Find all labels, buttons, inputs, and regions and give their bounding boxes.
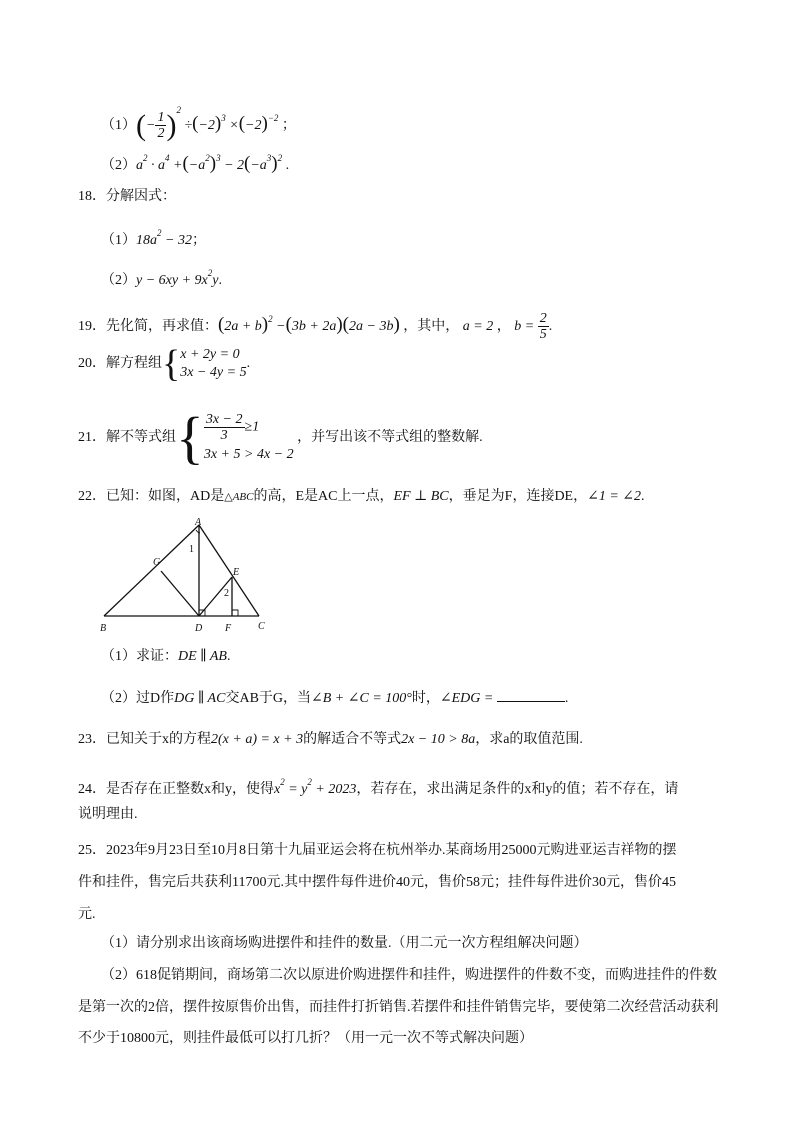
q21 xyxy=(78,404,483,470)
q25-line3: 元. xyxy=(78,907,96,922)
q20-eq2: 3x − 4y = 5 xyxy=(180,364,247,380)
q22-part2-b: 交AB于G，当 xyxy=(225,691,312,706)
q19-b-lhs: b = xyxy=(514,319,535,334)
q25-part2-line3: 不少于10800元，则挂件最低可以打几折？（用一元一次不等式解决问题） xyxy=(78,1031,533,1046)
q22-part2 xyxy=(101,688,568,709)
q21-prefix: 21．解不等式组 xyxy=(78,430,176,445)
q21-system xyxy=(204,412,294,464)
q25-line1: 25．2023年9月23日至10月8日第十九届亚运会将在杭州举办.某商场用25000元购进亚运吉祥物的摆 xyxy=(78,843,677,858)
q22-text2: 的高，E是AC上一点， xyxy=(253,489,394,504)
q22-end: . xyxy=(641,489,645,504)
q17-frac-num: 1 xyxy=(157,110,165,126)
q19-b-num: 2 xyxy=(539,311,547,327)
q17-part1 xyxy=(101,92,296,144)
q20-brace: { xyxy=(162,342,181,385)
q22-part2-cond: ∠B + ∠C = 100° xyxy=(311,691,412,706)
q22-answer-blank xyxy=(497,688,565,702)
q22-stem xyxy=(78,487,645,507)
q25-part1: （1）请分别求出该商场购进摆件和挂件的数量.（用二元一次方程组解决问题） xyxy=(101,936,588,951)
q22-part2-ask: ∠EDG = xyxy=(439,691,494,706)
q21-ineq1-rhs: ≥1 xyxy=(244,419,260,435)
q17-part2 xyxy=(101,148,289,176)
q23-text3: ，求a的取值范围. xyxy=(475,732,583,747)
q19 xyxy=(78,302,552,344)
q22-triangle: △ABC xyxy=(224,491,254,503)
q22-angles: ∠1 = ∠2 xyxy=(587,489,642,504)
q21-ineq2: 3x + 5 > 4x − 2 xyxy=(203,446,294,462)
q23-inequality: 2x − 10 > 8a xyxy=(401,732,476,747)
q17-part1-expr: (− $\frac{1}{2}$ )$^2 \div(-2)^3 \times(-2)^{-2}$ xyxy=(136,105,279,142)
q21-ineq1-den: 3 xyxy=(220,427,228,443)
label-f: F xyxy=(225,623,232,634)
label-1: 1 xyxy=(189,544,194,555)
q17-part2-end: . xyxy=(285,158,290,173)
q18-part1-expr: $18a^2 - 32$ xyxy=(136,228,192,248)
q18-part2-end: . xyxy=(218,273,222,288)
q18-part1 xyxy=(101,223,206,251)
q19-end: . xyxy=(548,319,553,334)
q24-equation: $x^2 = y^2 + 2023$ xyxy=(274,777,357,797)
label-a: A xyxy=(195,517,202,528)
q19-a-value: a = 2 xyxy=(462,319,494,334)
label-d: D xyxy=(195,623,203,634)
q23 xyxy=(78,730,583,750)
q23-equation: 2(x + a) = x + 3 xyxy=(211,732,304,747)
q17-frac-den: 2 xyxy=(157,126,165,142)
q25-part2-line1: （2）618促销期间，商场第二次以原进价购进摆件和挂件，购进摆件的件数不变，而购进挂件的件数 xyxy=(101,968,717,983)
q22-part1-end: . xyxy=(226,649,231,664)
q22-text1: 22．已知：如图，AD是 xyxy=(78,489,225,504)
q18-part2-expr: $y - 6xy + 9x^2y$ xyxy=(136,268,219,288)
q24-text2: ，若存在，求出满足条件的x和y的值；若不存在，请 xyxy=(356,782,679,797)
q21-brace: { xyxy=(176,404,204,470)
side-ab xyxy=(104,525,199,616)
q20 xyxy=(78,344,250,384)
q22-part1-expr: DE ∥ AB xyxy=(178,649,227,664)
q22-perp: EF ⊥ BC xyxy=(393,489,449,504)
q17-part1-end: ； xyxy=(281,118,296,133)
q22-part2-a: （2）过D作 xyxy=(101,691,175,706)
q22-text3: ，垂足为F，连接DE， xyxy=(448,489,588,504)
q20-prefix: 20．解方程组 xyxy=(78,356,162,371)
q17-part2-label: （2） xyxy=(101,158,136,173)
q19-sep: ， xyxy=(496,319,511,334)
q22-part2-end: . xyxy=(564,691,569,706)
label-b: B xyxy=(100,623,107,634)
right-angle-f xyxy=(232,610,238,616)
q22-part1 xyxy=(101,647,230,667)
label-g: G xyxy=(153,557,161,568)
q19-prefix: 19．先化简，再求值： xyxy=(78,319,218,334)
q20-end: . xyxy=(246,356,251,371)
q19-b-frac xyxy=(538,311,549,342)
q18-part2 xyxy=(101,263,222,291)
q17-part1-label: （1） xyxy=(101,118,136,133)
q24-line2: 说明理由. xyxy=(78,807,138,822)
q20-eq1: x + 2y = 0 xyxy=(180,346,240,362)
q24-text1: 24．是否存在正整数x和y，使得 xyxy=(78,782,274,797)
q25-line2: 件和挂件，售完后共获利11700元.其中摆件每件进价40元，售价58元；挂件每件进价30元，售价45 xyxy=(78,875,676,890)
q21-ineq1-num: 3x − 2 xyxy=(205,411,243,427)
q22-part2-par: DG ∥ AC xyxy=(174,691,226,706)
label-c: C xyxy=(258,621,265,632)
q17-part2-expr: $a^2 \cdot a^4 +(-a^2)^3 - 2(-a^3)^2$ xyxy=(136,153,283,174)
side-ac xyxy=(199,525,259,616)
q22-part1-label: （1）求证： xyxy=(101,649,178,664)
q19-b-den: 5 xyxy=(539,327,547,343)
q22-part2-c: 时， xyxy=(411,691,440,706)
q18-part2-label: （2） xyxy=(101,273,136,288)
q25-part2-line2: 是第一次的2倍，摆件按原售价出售，而挂件打折销售.若摆件和挂件销售完毕，要使第二次经营活动获利 xyxy=(78,1000,719,1015)
q18-part1-end: ； xyxy=(191,233,206,248)
q19-expr: $(2a + b)^2 -(3b + 2a)(2a - 3b)$ xyxy=(218,314,400,335)
q23-text2: 的解适合不等式 xyxy=(303,732,402,747)
q20-system xyxy=(180,346,246,382)
segment-dg xyxy=(161,571,199,616)
q23-text1: 23．已知关于x的方程 xyxy=(78,732,211,747)
q22-figure xyxy=(94,515,284,637)
q19-mid: ，其中， xyxy=(403,319,460,334)
label-2: 2 xyxy=(224,588,229,599)
q18-part1-label: （1） xyxy=(101,233,136,248)
q18-title: 18．分解因式： xyxy=(78,189,176,204)
q21-suffix: ，并写出该不等式组的整数解. xyxy=(297,430,483,445)
label-e: E xyxy=(233,567,240,578)
q24-line1 xyxy=(78,772,678,800)
